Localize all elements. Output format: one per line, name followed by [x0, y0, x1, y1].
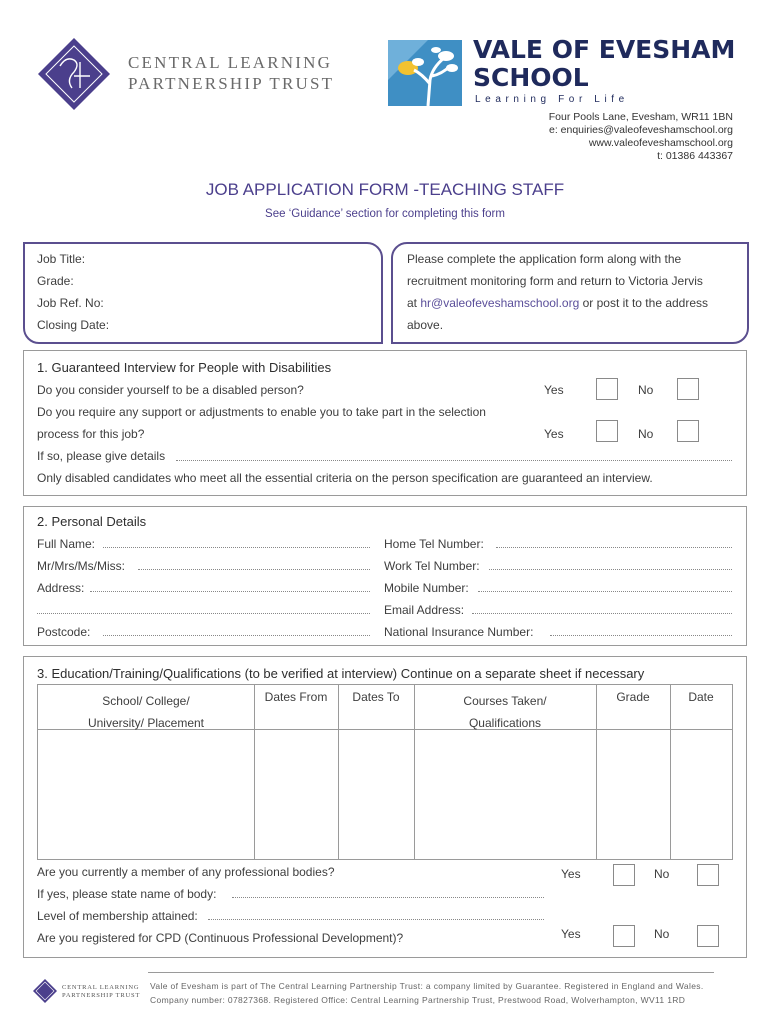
clpt-diamond-logo-icon — [36, 36, 112, 112]
school-tagline: Learning For Life — [475, 94, 629, 105]
school-name — [473, 36, 735, 92]
job-title-label: Job Title: — [37, 252, 86, 266]
page-title: JOB APPLICATION FORM -TEACHING STAFF — [205, 180, 565, 199]
instructions-line3-prefix: at — [407, 296, 421, 310]
address-label: Address: — [37, 581, 85, 595]
footer-line1: Vale of Evesham is part of The Central Learning Partnership Trust: a company limited by Guarantee. Registered in England and Wales. — [150, 981, 704, 991]
school-email: e: enquiries@valeofeveshamschool.org — [548, 124, 733, 136]
q1-yes-label: Yes — [544, 383, 564, 397]
section3-title-rest: (to be verified at interview) Continue on a separate sheet if necessary — [241, 666, 645, 681]
q2-no-checkbox[interactable] — [677, 420, 699, 442]
body-name-field[interactable] — [232, 897, 544, 898]
work-tel-label: Work Tel Number: — [384, 559, 480, 573]
job-ref-label: Job Ref. No: — [37, 296, 104, 310]
guarantee-note: Only disabled candidates who meet all the essential criteria on the person specification are guaranteed an interview. — [37, 471, 653, 485]
footer-logo — [32, 978, 58, 1004]
support-question-line1: Do you require any support or adjustments to enable you to take part in the selection — [37, 405, 486, 419]
education-table — [37, 684, 733, 860]
email-field[interactable] — [472, 613, 732, 614]
section1-title: 1. Guaranteed Interview for People with Disabilities — [37, 360, 332, 375]
school-phone: t: 01386 443367 — [657, 150, 733, 162]
school-address: Four Pools Lane, Evesham, WR11 1BN — [548, 111, 733, 123]
col-header-school-line1: School/ College/ — [102, 694, 190, 708]
instructions-line2: recruitment monitoring form and return to Victoria Jervis — [407, 274, 703, 288]
closing-date-label: Closing Date: — [37, 318, 110, 332]
footer-logo-text — [62, 984, 140, 1000]
home-tel-field[interactable] — [496, 547, 732, 548]
postcode-field[interactable] — [103, 635, 370, 636]
ni-label: National Insurance Number: — [384, 625, 534, 639]
cpd-no-label: No — [654, 927, 670, 941]
school-website: www.valeofeveshamschool.org — [588, 137, 733, 149]
clpt-name-line2: PARTNERSHIP TRUST — [128, 74, 335, 93]
details-field[interactable] — [176, 460, 732, 461]
email-label: Email Address: — [384, 603, 465, 617]
col-header-to: Dates To — [352, 690, 400, 704]
col-header-date: Date — [688, 690, 714, 704]
support-question-line2: process for this job? — [37, 427, 145, 441]
section3-title — [37, 666, 644, 681]
footer-divider — [148, 972, 714, 973]
school-name-line2: SCHOOL — [473, 63, 589, 92]
col-header-school-line2: University/ Placement — [87, 716, 205, 730]
clpt-name-line1: CENTRAL LEARNING — [128, 53, 333, 72]
q2-yes-label: Yes — [544, 427, 564, 441]
prof-no-label: No — [654, 867, 670, 881]
details-label: If so, please give details — [37, 449, 166, 463]
col-header-from: Dates From — [264, 690, 328, 704]
q1-no-checkbox[interactable] — [677, 378, 699, 400]
work-tel-field[interactable] — [489, 569, 732, 570]
q1-no-label: No — [638, 383, 654, 397]
prof-bodies-question: Are you currently a member of any professional bodies? — [37, 865, 335, 879]
tree-logo-icon — [388, 40, 462, 106]
col-header-courses-line1: Courses Taken/ — [463, 694, 547, 708]
title-field[interactable] — [138, 569, 370, 570]
school-name-line1: VALE OF EVESHAM — [473, 35, 736, 64]
title-label: Mr/Mrs/Ms/Miss: — [37, 559, 125, 573]
hr-email-link[interactable]: hr@valeofeveshamschool.org — [420, 296, 580, 310]
clpt-logo — [36, 36, 112, 112]
section3-title-bold: 3. Education/Training/Qualifications — [37, 666, 242, 681]
footer-line2: Company number: 07827368. Registered Office: Central Learning Partnership Trust, Prestwood Road, Wolverhampton, WV11 1RD — [150, 995, 686, 1005]
home-tel-label: Home Tel Number: — [384, 537, 484, 551]
contact-block — [549, 111, 733, 163]
page-subtitle: See ‘Guidance’ section for completing this form — [265, 208, 505, 220]
table-entry-area[interactable] — [38, 730, 732, 859]
disabled-question: Do you consider yourself to be a disabled person? — [37, 383, 304, 397]
q2-no-label: No — [638, 427, 654, 441]
instructions-line4: above. — [407, 318, 444, 332]
q1-yes-checkbox[interactable] — [596, 378, 618, 400]
postcode-label: Postcode: — [37, 625, 91, 639]
cpd-question: Are you registered for CPD (Continuous Professional Development)? — [37, 931, 404, 945]
school-logo — [388, 40, 462, 106]
footer-logo-line1: CENTRAL LEARNING — [62, 984, 140, 991]
membership-level-label: Level of membership attained: — [37, 909, 198, 923]
full-name-field[interactable] — [103, 547, 370, 548]
body-name-label: If yes, please state name of body: — [37, 887, 217, 901]
instructions-line1: Please complete the application form along with the — [407, 252, 682, 266]
q2-yes-checkbox[interactable] — [596, 420, 618, 442]
address-field-line1[interactable] — [90, 591, 370, 592]
address-field-line2[interactable] — [37, 613, 370, 614]
membership-level-field[interactable] — [208, 919, 544, 920]
prof-no-checkbox[interactable] — [697, 864, 719, 886]
mobile-label: Mobile Number: — [384, 581, 469, 595]
footer-clpt-diamond-logo-icon — [32, 978, 58, 1004]
instructions-line3 — [407, 296, 708, 310]
col-header-grade: Grade — [616, 690, 650, 704]
cpd-no-checkbox[interactable] — [697, 925, 719, 947]
mobile-field[interactable] — [478, 591, 732, 592]
col-header-courses-line2: Qualifications — [468, 716, 542, 730]
full-name-label: Full Name: — [37, 537, 96, 551]
footer-logo-line2: PARTNERSHIP TRUST — [62, 992, 141, 999]
cpd-yes-label: Yes — [561, 927, 581, 941]
footer-text — [150, 979, 704, 1007]
instructions-line3-suffix: or post it to the address — [579, 296, 709, 310]
ni-field[interactable] — [550, 635, 732, 636]
prof-yes-checkbox[interactable] — [613, 864, 635, 886]
prof-yes-label: Yes — [561, 867, 581, 881]
col-header-courses — [414, 690, 596, 734]
clpt-name — [128, 52, 334, 94]
col-header-school — [38, 690, 254, 734]
section2-title: 2. Personal Details — [37, 514, 147, 529]
grade-label: Grade: — [37, 274, 74, 288]
cpd-yes-checkbox[interactable] — [613, 925, 635, 947]
